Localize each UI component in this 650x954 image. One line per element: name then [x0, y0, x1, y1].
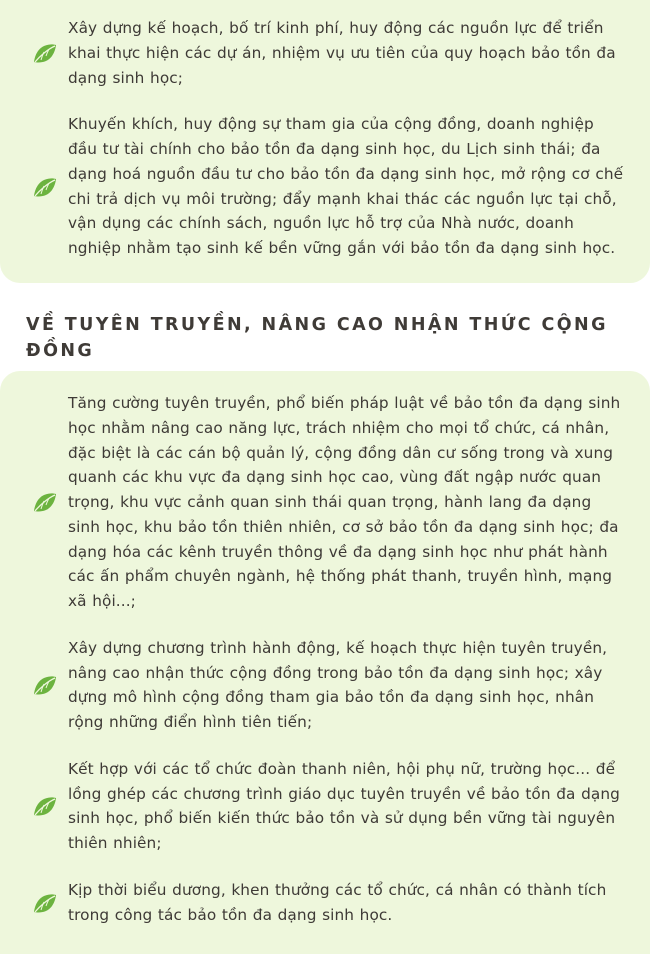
panel-resources — [0, 0, 650, 283]
list-item — [22, 878, 624, 928]
list-item-text: Xây dựng kế hoạch, bố trí kinh phí, huy động các nguồn lực để triển khai thực hiện các dự án, nhiệm vụ ưu tiên của quy hoạch bảo tồn đa dạng sinh học; — [68, 19, 616, 87]
leaf-icon — [22, 673, 68, 697]
section-heading: VỀ TUYÊN TRUYỀN, NÂNG CAO NHẬN THỨC CỘNG ĐỒNG — [26, 315, 608, 362]
list-item-text: Kết hợp với các tổ chức đoàn thanh niên, hội phụ nữ, trường học... để lồng ghép các chương trình giáo dục tuyên truyền về bảo tồn đa dạng sinh học, phổ biến kiến thức bảo tồn và sử dụng bền vững tài nguyên thiên nhiên; — [68, 759, 620, 853]
leaf-icon — [22, 490, 68, 514]
panel-communication — [0, 371, 650, 954]
list-item — [22, 757, 624, 856]
list-item-text: Khuyến khích, huy động sự tham gia của cộng đồng, doanh nghiệp đầu tư tài chính cho bảo tồn đa dạng sinh học, du Lịch sinh thái; đa dạng hoá nguồn đầu tư cho bảo tồn đa dạng sinh học, mở rộng cơ chế chi trả dịch vụ môi trường; đẩy mạnh khai thác các nguồn lực tại chỗ, vận dụng các chính sách, nguồn lực hỗ trợ của Nhà nước, doanh nghiệp nhằm tạo sinh kế bền vững gắn với bảo tồn đa dạng sinh học. — [68, 115, 624, 258]
list-item-text: Kịp thời biểu dương, khen thưởng các tổ chức, cá nhân có thành tích trong công tác bảo tồn đa dạng sinh học. — [68, 881, 607, 924]
list-item — [22, 391, 624, 614]
leaf-icon — [22, 794, 68, 818]
leaf-icon — [22, 891, 68, 915]
list-item — [22, 636, 624, 735]
leaf-icon — [22, 175, 68, 199]
list-item — [22, 112, 624, 261]
leaf-icon — [22, 41, 68, 65]
list-item-text: Xây dựng chương trình hành động, kế hoạch thực hiện tuyên truyền, nâng cao nhận thức cộng đồng trong bảo tồn đa dạng sinh học; xây dựng mô hình cộng đồng tham gia bảo tồn đa dạng sinh học, nhân rộng những điển hình tiên tiến; — [68, 638, 608, 732]
list-item-text: Tăng cường tuyên truyền, phổ biến pháp luật về bảo tồn đa dạng sinh học nhằm nâng cao năng lực, trách nhiệm cho mọi tổ chức, cá nhân, đặc biệt là các cán bộ quản lý, cộng đồng dân cư sống trong và xung quanh các khu vực đa dạng sinh học cao, vùng đất ngập nước quan trọng, khu vực cảnh quan sinh thái quan trọng, hành lang đa dạng sinh học, khu bảo tồn thiên nhiên, cơ sở bảo tồn đa dạng sinh học; đa dạng hóa các kênh truyền thông về đa dạng sinh học như phát hành các ấn phẩm chuyên ngành, hệ thống phát thanh, truyền hình, mạng xã hội...; — [68, 394, 621, 611]
list-item — [22, 16, 624, 90]
